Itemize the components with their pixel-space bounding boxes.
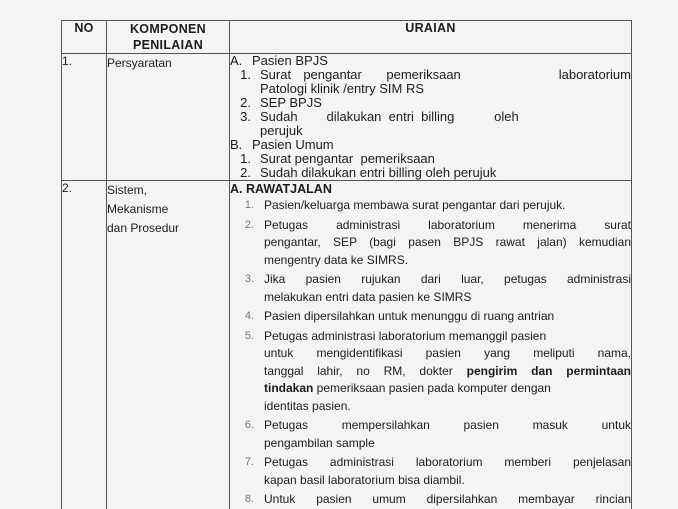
row1-no: 1.: [62, 54, 107, 181]
item-line-bold: pengirim dan permintaan: [466, 363, 631, 378]
group-b-title: Pasien Umum: [252, 137, 334, 152]
item-number: 7.: [244, 456, 254, 468]
section-title: A. RAWATJALAN: [230, 182, 332, 196]
item-line: Pasien/keluarga membawa surat pengantar dari perujuk.: [264, 198, 566, 212]
group-a-title: Pasien BPJS: [252, 53, 328, 68]
item-text: [264, 197, 631, 215]
item-number: 2.: [244, 218, 254, 231]
header-row: [62, 21, 632, 54]
procedure-item: [230, 308, 631, 326]
header-komponen-line2: PENILAIAN: [132, 38, 204, 52]
item-line: perujuk: [260, 123, 303, 138]
item-line: pengantar, SEP (bagi pasen BPJS rawat jalan) kemudian: [264, 235, 631, 249]
procedure-item: [230, 271, 631, 306]
item-line: Sudah dilakukan entri billing oleh: [260, 109, 519, 124]
item-line: kapan basil laboratorium bisa diambil.: [264, 472, 465, 487]
item-line: Untuk pasien umum dipersilahkan membayar rincian: [264, 492, 631, 506]
group-b-item: [230, 166, 631, 180]
item-text: [264, 217, 631, 270]
row2-komponen: [107, 181, 230, 509]
procedure-item: [230, 417, 631, 452]
item-number: 8.: [244, 493, 254, 505]
procedure-item: [230, 217, 631, 270]
header-no: NO: [62, 21, 107, 54]
komponen-line: Mekanisme: [107, 202, 169, 216]
item-line: Surat pengantar pemeriksaan laboratorium: [260, 67, 631, 82]
item-number: 4.: [244, 310, 254, 322]
procedure-item: [230, 491, 631, 509]
item-number: 1.: [240, 67, 251, 82]
sop-table: [61, 20, 632, 509]
item-number: 5.: [244, 329, 254, 342]
row-persyaratan: [62, 54, 632, 181]
item-text: Sudah dilakukan entri billing oleh perujuk: [260, 165, 497, 180]
item-text: [264, 328, 631, 416]
komponen-line: Sistem,: [107, 183, 148, 197]
item-line: mengentry data ke SIMRS.: [264, 252, 409, 267]
item-number: 1.: [240, 151, 251, 166]
item-line: pengambilan sample: [264, 435, 375, 450]
item-line: Jika pasien rujukan dari luar, petugas administrasi: [264, 272, 631, 286]
item-text: [264, 454, 631, 489]
group-a-heading: [230, 54, 631, 68]
item-text: [264, 308, 631, 326]
group-a-item: [230, 68, 631, 96]
group-b-item: [230, 152, 631, 166]
item-line: [264, 380, 631, 398]
item-text: [264, 271, 631, 306]
header-komponen-line1: KOMPONEN: [129, 22, 206, 36]
item-text: Surat pengantar pemeriksaan: [260, 151, 435, 166]
item-line: Petugas administrasi laboratorium menerima surat: [264, 217, 631, 232]
item-line: Petugas administrasi laboratorium memanggil pasien: [264, 328, 547, 343]
procedure-item: [230, 454, 631, 489]
item-line: Petugas mempersilahkan pasien masuk untuk: [264, 418, 631, 432]
group-a-letter: A.: [230, 53, 243, 68]
item-line-part: tanggal lahir, no RM, dokter: [264, 363, 467, 378]
row-sistem-mekanisme: [62, 181, 632, 509]
item-number: 3.: [244, 273, 254, 285]
item-number: 2.: [240, 165, 251, 180]
item-line: Patologi klinik /entry SIM RS: [260, 81, 425, 96]
item-line: [264, 363, 631, 381]
header-komponen: [107, 21, 230, 54]
group-b-heading: [230, 138, 631, 152]
group-a-item: [230, 110, 631, 138]
item-line: melakukan entri data pasien ke SIMRS: [264, 289, 472, 304]
item-text: [264, 491, 631, 509]
row2-uraian: [230, 181, 632, 509]
row1-komponen: Persyaratan: [107, 54, 230, 181]
item-line: Petugas administrasi laboratorium memberi penjelasan: [264, 455, 631, 469]
row2-no: 2.: [62, 181, 107, 509]
row1-uraian: [230, 54, 632, 181]
item-text: [260, 110, 631, 138]
procedure-item: [230, 197, 631, 215]
item-number: 2.: [240, 95, 251, 110]
item-number: 3.: [240, 109, 251, 124]
procedure-item: [230, 328, 631, 416]
group-a-item: [230, 96, 631, 110]
komponen-line: dan Prosedur: [107, 221, 180, 235]
header-uraian: URAIAN: [230, 21, 632, 54]
item-text: [264, 417, 631, 452]
item-line: Pasien dipersilahkan untuk menunggu di ruang antrian: [264, 309, 555, 323]
item-text: [260, 68, 631, 96]
item-line: untuk mengidentifikasi pasien yang meliputi nama,: [264, 346, 631, 360]
item-line-part: pemeriksaan pasien pada komputer dengan: [313, 381, 551, 395]
group-b-letter: B.: [230, 137, 243, 152]
item-text: SEP BPJS: [260, 95, 322, 110]
item-line: identitas pasien.: [264, 398, 351, 413]
item-line-bold: tindakan: [264, 381, 314, 395]
item-number: 1.: [244, 199, 254, 211]
item-number: 6.: [244, 419, 254, 431]
